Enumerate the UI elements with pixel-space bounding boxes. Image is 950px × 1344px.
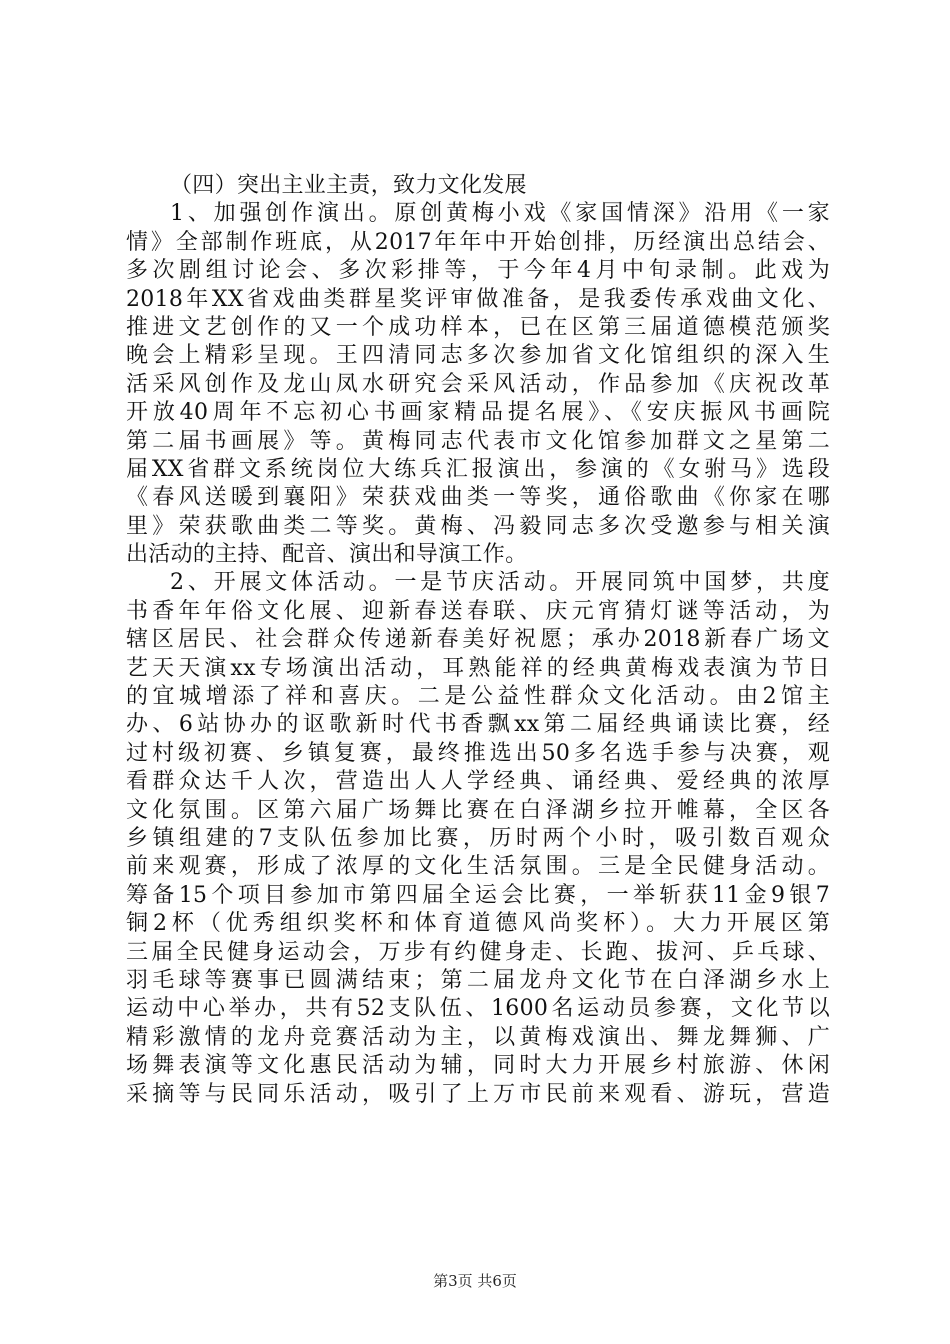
paragraph-line: 多次剧组讨论会、多次彩排等，于今年4月中旬录制。此戏为 [126, 258, 830, 284]
paragraph-line: 《春风送暖到襄阳》荣获戏曲类一等奖，通俗歌曲《你家在哪 [126, 485, 830, 511]
paragraph-line: 辖区居民、社会群众传递新春美好祝愿；承办2018新春广场文 [126, 627, 830, 653]
paragraph-line: 开放40周年不忘初心书画家精品提名展》、《安庆振风书画院 [126, 400, 830, 426]
paragraph-line: 推进文艺创作的又一个成功样本，已在区第三届道德模范颁奖 [126, 314, 830, 340]
paragraph-line: 情》全部制作班底，从2017年年中开始创排，历经演出总结会、 [126, 229, 830, 255]
paragraph-line: 运动中心举办，共有52支队伍、1600名运动员参赛，文化节以 [126, 996, 830, 1022]
paragraph-line: 里》荣获歌曲类二等奖。黄梅、冯毅同志多次受邀参与相关演 [126, 513, 830, 539]
page-number-footer: 第3页 共6页 [433, 1272, 517, 1290]
paragraph-line: 前来观赛，形成了浓厚的文化生活氛围。三是全民健身活动。 [126, 854, 830, 880]
paragraph-line: 届XX省群文系统岗位大练兵汇报演出，参演的《女驸马》选段 [126, 456, 830, 482]
paragraph-line: 1、加强创作演出。原创黄梅小戏《家国情深》沿用《一家 [170, 201, 830, 227]
section-heading: （四）突出主业主责，致力文化发展 [170, 173, 527, 198]
paragraph-line: 乡镇组建的7支队伍参加比赛，历时两个小时，吸引数百观众 [126, 825, 830, 851]
paragraph-line: 办、6站协办的讴歌新时代书香飘xx第二届经典诵读比赛，经 [126, 712, 830, 738]
paragraph-line: 活采风创作及龙山凤水研究会采风活动，作品参加《庆祝改革 [126, 371, 830, 397]
paragraph-line: 2、开展文体活动。一是节庆活动。开展同筑中国梦，共度 [170, 570, 830, 596]
paragraph-line: 书香年年俗文化展、迎新春送春联、庆元宵猜灯谜等活动，为 [126, 598, 830, 624]
document-body [126, 172, 830, 1109]
paragraph-line: 场舞表演等文化惠民活动为辅，同时大力开展乡村旅游、休闲 [126, 1053, 830, 1079]
paragraph-line: 出活动的主持、配音、演出和导演工作。 [126, 542, 528, 568]
paragraph-line: 筹备15个项目参加市第四届全运会比赛，一举斩获11金9银7 [126, 882, 830, 908]
paragraph-line: 的宜城增添了祥和喜庆。二是公益性群众文化活动。由2馆主 [126, 684, 830, 710]
paragraph-line: 采摘等与民同乐活动，吸引了上万市民前来观看、游玩，营造 [126, 1081, 830, 1107]
paragraph-line: 三届全民健身运动会，万步有约健身走、长跑、拔河、乒乓球、 [126, 939, 830, 965]
paragraph-line: 第二届书画展》等。黄梅同志代表市文化馆参加群文之星第二 [126, 428, 830, 454]
paragraph-line: 精彩激情的龙舟竞赛活动为主，以黄梅戏演出、舞龙舞狮、广 [126, 1024, 830, 1050]
paragraph-line: 羽毛球等赛事已圆满结束；第二届龙舟文化节在白泽湖乡水上 [126, 967, 830, 993]
paragraph-line: 2018年XX省戏曲类群星奖评审做准备，是我委传承戏曲文化、 [126, 286, 830, 312]
paragraph-line: 铜2杯（优秀组织奖杯和体育道德风尚奖杯）。大力开展区第 [126, 911, 830, 937]
paragraph-line: 看群众达千人次，营造出人人学经典、诵经典、爱经典的浓厚 [126, 769, 830, 795]
paragraph-line: 晚会上精彩呈现。王四清同志多次参加省文化馆组织的深入生 [126, 343, 830, 369]
paragraph-line: 过村级初赛、乡镇复赛，最终推选出50多名选手参与决赛，观 [126, 740, 830, 766]
paragraph-line: 艺天天演xx专场演出活动，耳熟能祥的经典黄梅戏表演为节日 [126, 655, 830, 681]
paragraph-line: 文化氛围。区第六届广场舞比赛在白泽湖乡拉开帷幕，全区各 [126, 797, 830, 823]
